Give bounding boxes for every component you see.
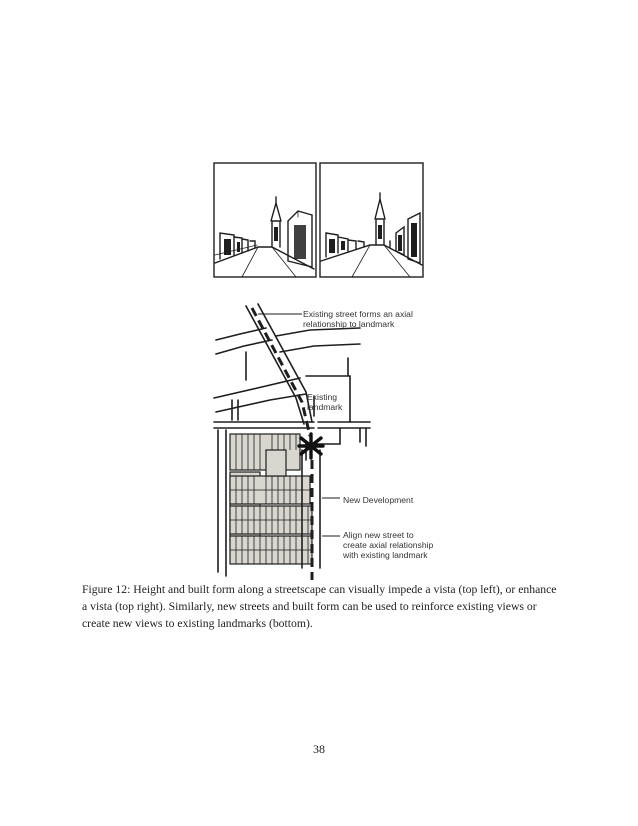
sketch-vista-impeded bbox=[212, 161, 318, 279]
figure-caption: Figure 12: Height and built form along a streetscape can visually impede a vista (top left), or enhance a vista (top right). Similarly, new streets and built form can be used to reinforce existing views or create new views to existing landmarks (bottom). bbox=[82, 583, 557, 630]
label-existing-landmark: Existing landmark bbox=[307, 392, 343, 412]
sketch-vista-enhanced bbox=[318, 161, 425, 279]
page-number: 38 bbox=[313, 742, 325, 756]
landmark-asterisk bbox=[299, 434, 323, 458]
label-new-development: New Development bbox=[343, 495, 414, 505]
sketch-frame bbox=[214, 163, 316, 277]
label-existing-street: Existing street forms an axial relationship to landmark bbox=[303, 309, 413, 329]
label-align-new-street: Align new street to create axial relationship with existing landmark bbox=[343, 530, 434, 560]
